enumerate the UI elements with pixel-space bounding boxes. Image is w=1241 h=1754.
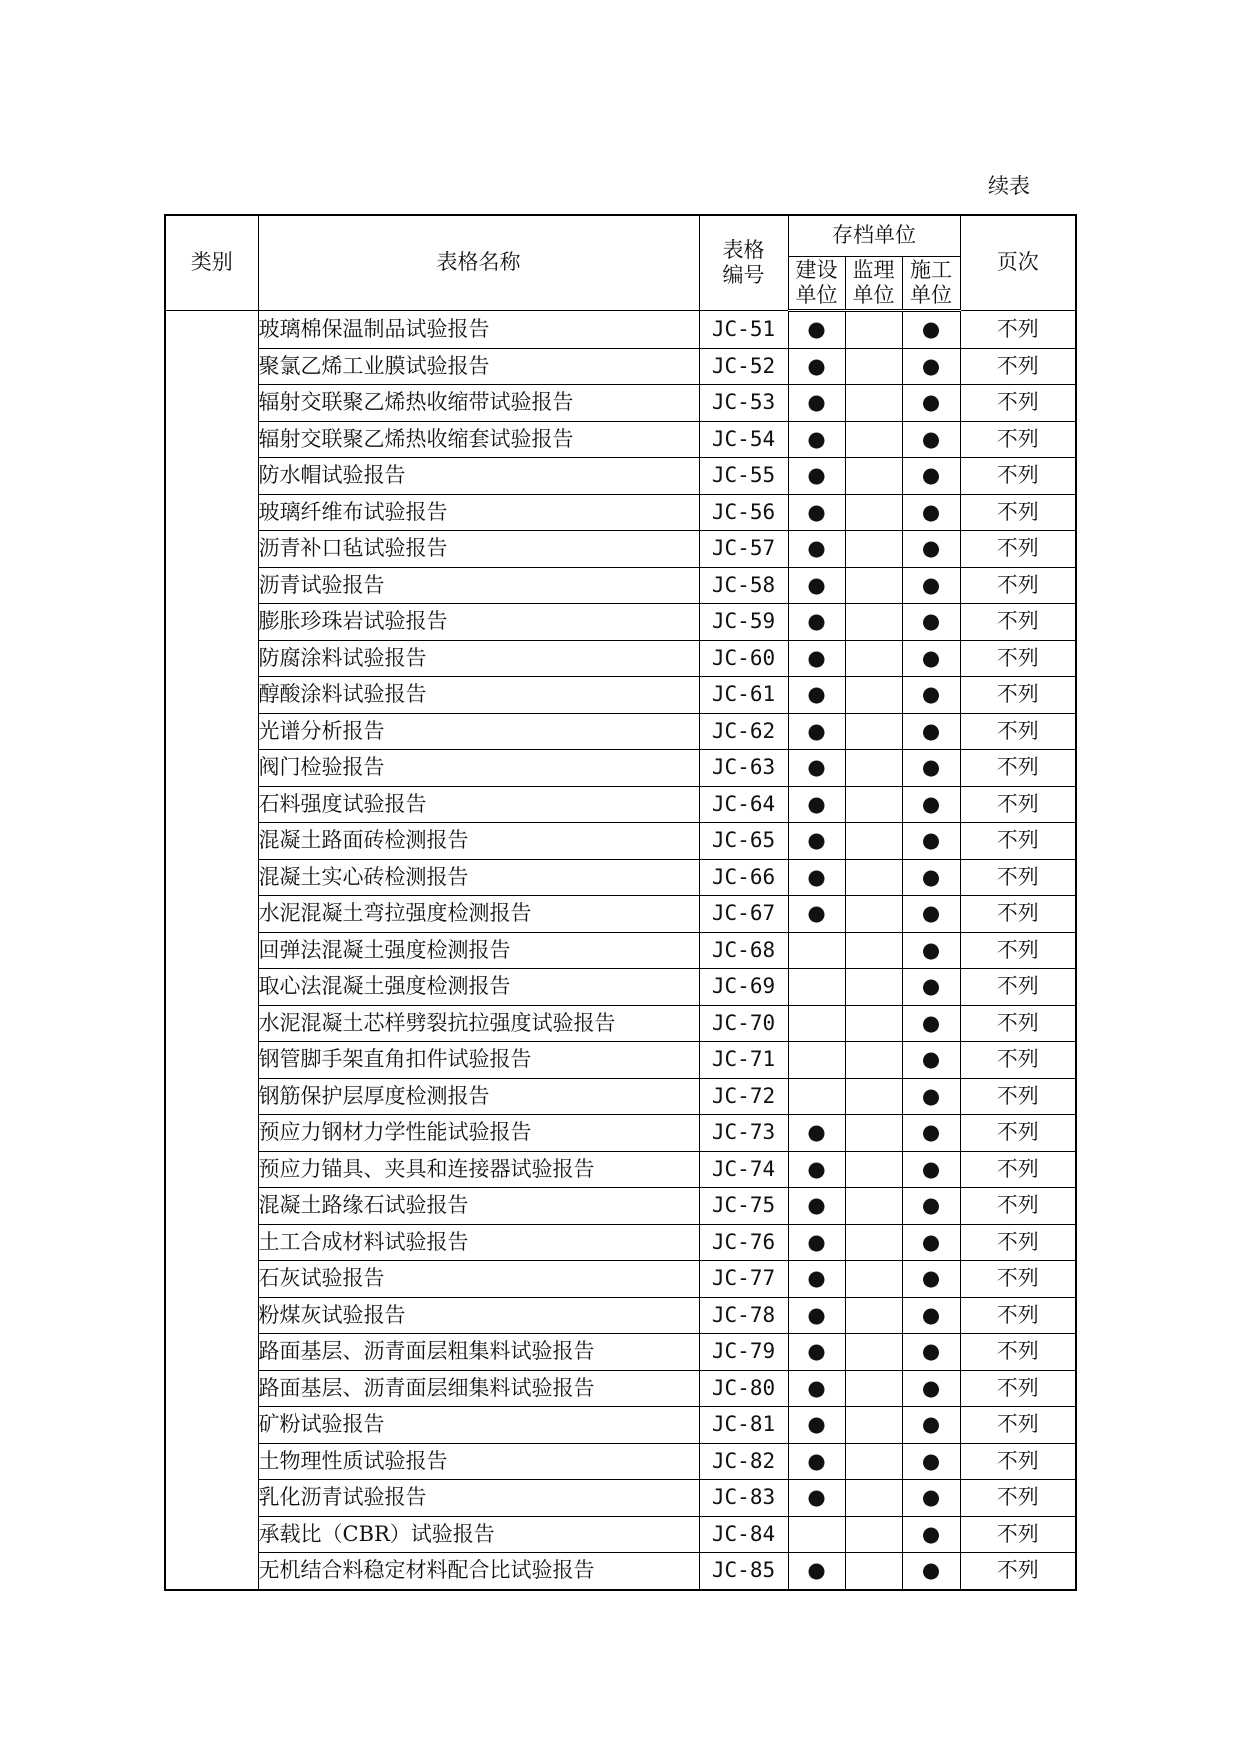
table-row xyxy=(165,969,1076,1006)
supervisor-mark-cell xyxy=(845,458,902,495)
contractor-mark-cell: ● xyxy=(902,1297,960,1334)
form-code-cell: JC-63 xyxy=(699,750,788,787)
owner-mark-cell: ● xyxy=(788,531,845,568)
owner-mark-cell xyxy=(788,1005,845,1042)
supervisor-mark-cell xyxy=(845,385,902,422)
table-row xyxy=(165,311,1076,349)
form-name-cell: 玻璃纤维布试验报告 xyxy=(258,494,699,531)
page-cell: 不列 xyxy=(960,750,1076,787)
owner-mark-cell xyxy=(788,969,845,1006)
supervisor-mark-cell xyxy=(845,1516,902,1553)
header-unit-contractor-text: 施工单位 xyxy=(910,257,952,307)
table-row xyxy=(165,567,1076,604)
form-code-cell: JC-71 xyxy=(699,1042,788,1079)
table-row xyxy=(165,713,1076,750)
form-code-cell: JC-82 xyxy=(699,1443,788,1480)
page-cell: 不列 xyxy=(960,1516,1076,1553)
table-row xyxy=(165,1407,1076,1444)
owner-mark-cell: ● xyxy=(788,311,845,349)
contractor-mark-cell: ● xyxy=(902,859,960,896)
table-row xyxy=(165,859,1076,896)
form-code-cell: JC-77 xyxy=(699,1261,788,1298)
form-name-cell: 混凝土路面砖检测报告 xyxy=(258,823,699,860)
contractor-mark-cell: ● xyxy=(902,348,960,385)
table-row xyxy=(165,640,1076,677)
table-body xyxy=(165,311,1076,1590)
table-row xyxy=(165,1224,1076,1261)
form-code-cell: JC-72 xyxy=(699,1078,788,1115)
supervisor-mark-cell xyxy=(845,1480,902,1517)
form-name-cell: 混凝土路缘石试验报告 xyxy=(258,1188,699,1225)
owner-mark-cell: ● xyxy=(788,1334,845,1371)
contractor-mark-cell: ● xyxy=(902,786,960,823)
owner-mark-cell: ● xyxy=(788,1407,845,1444)
contractor-mark-cell: ● xyxy=(902,1516,960,1553)
supervisor-mark-cell xyxy=(845,1188,902,1225)
owner-mark-cell: ● xyxy=(788,1443,845,1480)
form-name-cell: 钢管脚手架直角扣件试验报告 xyxy=(258,1042,699,1079)
contractor-mark-cell: ● xyxy=(902,1188,960,1225)
form-code-cell: JC-83 xyxy=(699,1480,788,1517)
page-cell: 不列 xyxy=(960,348,1076,385)
contractor-mark-cell: ● xyxy=(902,1042,960,1079)
page-cell: 不列 xyxy=(960,1005,1076,1042)
form-code-cell: JC-55 xyxy=(699,458,788,495)
page-cell: 不列 xyxy=(960,786,1076,823)
contractor-mark-cell: ● xyxy=(902,604,960,641)
form-name-cell: 阀门检验报告 xyxy=(258,750,699,787)
form-name-cell: 乳化沥青试验报告 xyxy=(258,1480,699,1517)
supervisor-mark-cell xyxy=(845,932,902,969)
form-code-cell: JC-51 xyxy=(699,311,788,349)
table-row xyxy=(165,1443,1076,1480)
header-unit-supervisor-text: 监理单位 xyxy=(852,257,895,307)
form-name-cell: 矿粉试验报告 xyxy=(258,1407,699,1444)
form-code-cell: JC-81 xyxy=(699,1407,788,1444)
form-name-cell: 防水帽试验报告 xyxy=(258,458,699,495)
owner-mark-cell: ● xyxy=(788,859,845,896)
form-code-cell: JC-54 xyxy=(699,421,788,458)
owner-mark-cell xyxy=(788,932,845,969)
table-row xyxy=(165,348,1076,385)
form-name-cell: 承载比（CBR）试验报告 xyxy=(258,1516,699,1553)
contractor-mark-cell: ● xyxy=(902,531,960,568)
header-form-code xyxy=(699,215,788,311)
supervisor-mark-cell xyxy=(845,640,902,677)
contractor-mark-cell: ● xyxy=(902,1261,960,1298)
page-cell: 不列 xyxy=(960,1151,1076,1188)
form-name-cell: 粉煤灰试验报告 xyxy=(258,1297,699,1334)
supervisor-mark-cell xyxy=(845,1553,902,1590)
supervisor-mark-cell xyxy=(845,348,902,385)
form-code-cell: JC-70 xyxy=(699,1005,788,1042)
owner-mark-cell: ● xyxy=(788,677,845,714)
table-row xyxy=(165,1480,1076,1517)
owner-mark-cell: ● xyxy=(788,1115,845,1152)
owner-mark-cell: ● xyxy=(788,567,845,604)
header-category: 类别 xyxy=(165,215,258,311)
table-row xyxy=(165,677,1076,714)
form-code-cell: JC-76 xyxy=(699,1224,788,1261)
form-code-cell: JC-56 xyxy=(699,494,788,531)
form-name-cell: 路面基层、沥青面层细集料试验报告 xyxy=(258,1370,699,1407)
form-code-cell: JC-62 xyxy=(699,713,788,750)
page-cell: 不列 xyxy=(960,677,1076,714)
page-cell: 不列 xyxy=(960,932,1076,969)
form-code-cell: JC-84 xyxy=(699,1516,788,1553)
table-row xyxy=(165,1042,1076,1079)
supervisor-mark-cell xyxy=(845,1078,902,1115)
table-row xyxy=(165,421,1076,458)
supervisor-mark-cell xyxy=(845,750,902,787)
supervisor-mark-cell xyxy=(845,859,902,896)
form-name-cell: 玻璃棉保温制品试验报告 xyxy=(258,311,699,349)
supervisor-mark-cell xyxy=(845,1151,902,1188)
form-code-cell: JC-60 xyxy=(699,640,788,677)
form-name-cell: 水泥混凝土芯样劈裂抗拉强度试验报告 xyxy=(258,1005,699,1042)
page-cell: 不列 xyxy=(960,1407,1076,1444)
supervisor-mark-cell xyxy=(845,969,902,1006)
form-code-cell: JC-59 xyxy=(699,604,788,641)
supervisor-mark-cell xyxy=(845,823,902,860)
page-cell: 不列 xyxy=(960,1115,1076,1152)
form-code-cell: JC-61 xyxy=(699,677,788,714)
contractor-mark-cell: ● xyxy=(902,1115,960,1152)
owner-mark-cell: ● xyxy=(788,640,845,677)
form-name-cell: 无机结合料稳定材料配合比试验报告 xyxy=(258,1553,699,1590)
page-cell: 不列 xyxy=(960,1224,1076,1261)
form-code-cell: JC-73 xyxy=(699,1115,788,1152)
owner-mark-cell: ● xyxy=(788,896,845,933)
owner-mark-cell: ● xyxy=(788,604,845,641)
form-name-cell: 聚氯乙烯工业膜试验报告 xyxy=(258,348,699,385)
form-name-cell: 沥青试验报告 xyxy=(258,567,699,604)
page-cell: 不列 xyxy=(960,1334,1076,1371)
table-row xyxy=(165,823,1076,860)
continued-label: 续表 xyxy=(988,174,1030,198)
header-form-name: 表格名称 xyxy=(258,215,699,311)
contractor-mark-cell: ● xyxy=(902,1553,960,1590)
contractor-mark-cell: ● xyxy=(902,969,960,1006)
page-cell: 不列 xyxy=(960,969,1076,1006)
table-row xyxy=(165,1370,1076,1407)
header-page: 页次 xyxy=(960,215,1076,311)
page-cell: 不列 xyxy=(960,1261,1076,1298)
owner-mark-cell: ● xyxy=(788,348,845,385)
header-archive-units: 存档单位 xyxy=(788,215,960,257)
owner-mark-cell: ● xyxy=(788,421,845,458)
owner-mark-cell: ● xyxy=(788,1261,845,1298)
supervisor-mark-cell xyxy=(845,1334,902,1371)
table-row xyxy=(165,458,1076,495)
page-cell: 不列 xyxy=(960,531,1076,568)
contractor-mark-cell: ● xyxy=(902,1480,960,1517)
contractor-mark-cell: ● xyxy=(902,421,960,458)
table-row xyxy=(165,1151,1076,1188)
table-row xyxy=(165,1188,1076,1225)
form-name-cell: 辐射交联聚乙烯热收缩带试验报告 xyxy=(258,385,699,422)
owner-mark-cell xyxy=(788,1516,845,1553)
page-cell: 不列 xyxy=(960,1188,1076,1225)
contractor-mark-cell: ● xyxy=(902,1407,960,1444)
page-cell: 不列 xyxy=(960,896,1076,933)
form-name-cell: 取心法混凝土强度检测报告 xyxy=(258,969,699,1006)
form-code-cell: JC-64 xyxy=(699,786,788,823)
contractor-mark-cell: ● xyxy=(902,385,960,422)
form-code-cell: JC-69 xyxy=(699,969,788,1006)
table-row xyxy=(165,531,1076,568)
contractor-mark-cell: ● xyxy=(902,458,960,495)
table-row xyxy=(165,1553,1076,1590)
page-cell: 不列 xyxy=(960,1078,1076,1115)
page-cell: 不列 xyxy=(960,1443,1076,1480)
page-cell: 不列 xyxy=(960,494,1076,531)
supervisor-mark-cell xyxy=(845,786,902,823)
page-cell: 不列 xyxy=(960,1553,1076,1590)
header-unit-owner xyxy=(788,257,845,311)
form-name-cell: 混凝土实心砖检测报告 xyxy=(258,859,699,896)
form-code-cell: JC-57 xyxy=(699,531,788,568)
form-name-cell: 辐射交联聚乙烯热收缩套试验报告 xyxy=(258,421,699,458)
supervisor-mark-cell xyxy=(845,531,902,568)
contractor-mark-cell: ● xyxy=(902,1005,960,1042)
form-index-table xyxy=(164,214,1077,1591)
form-code-cell: JC-65 xyxy=(699,823,788,860)
owner-mark-cell: ● xyxy=(788,494,845,531)
form-name-cell: 膨胀珍珠岩试验报告 xyxy=(258,604,699,641)
table-row xyxy=(165,1005,1076,1042)
supervisor-mark-cell xyxy=(845,1115,902,1152)
owner-mark-cell: ● xyxy=(788,385,845,422)
supervisor-mark-cell xyxy=(845,677,902,714)
page-cell: 不列 xyxy=(960,421,1076,458)
header-unit-contractor xyxy=(902,257,960,311)
form-code-cell: JC-80 xyxy=(699,1370,788,1407)
supervisor-mark-cell xyxy=(845,896,902,933)
form-name-cell: 沥青补口毡试验报告 xyxy=(258,531,699,568)
page-cell: 不列 xyxy=(960,713,1076,750)
page-cell: 不列 xyxy=(960,458,1076,495)
page-cell: 不列 xyxy=(960,823,1076,860)
form-name-cell: 路面基层、沥青面层粗集料试验报告 xyxy=(258,1334,699,1371)
owner-mark-cell: ● xyxy=(788,823,845,860)
owner-mark-cell: ● xyxy=(788,1370,845,1407)
contractor-mark-cell: ● xyxy=(902,567,960,604)
supervisor-mark-cell xyxy=(845,604,902,641)
header-unit-owner-text: 建设单位 xyxy=(795,257,838,307)
page-cell: 不列 xyxy=(960,604,1076,641)
owner-mark-cell: ● xyxy=(788,1297,845,1334)
supervisor-mark-cell xyxy=(845,1370,902,1407)
owner-mark-cell: ● xyxy=(788,458,845,495)
contractor-mark-cell: ● xyxy=(902,640,960,677)
owner-mark-cell: ● xyxy=(788,1480,845,1517)
form-code-cell: JC-79 xyxy=(699,1334,788,1371)
table-row xyxy=(165,1334,1076,1371)
page-cell: 不列 xyxy=(960,859,1076,896)
form-name-cell: 石灰试验报告 xyxy=(258,1261,699,1298)
form-code-cell: JC-58 xyxy=(699,567,788,604)
owner-mark-cell: ● xyxy=(788,713,845,750)
form-name-cell: 光谱分析报告 xyxy=(258,713,699,750)
table-row xyxy=(165,750,1076,787)
contractor-mark-cell: ● xyxy=(902,1224,960,1261)
owner-mark-cell: ● xyxy=(788,750,845,787)
supervisor-mark-cell xyxy=(845,567,902,604)
page-cell: 不列 xyxy=(960,567,1076,604)
form-code-cell: JC-66 xyxy=(699,859,788,896)
supervisor-mark-cell xyxy=(845,713,902,750)
form-code-cell: JC-52 xyxy=(699,348,788,385)
table-row xyxy=(165,604,1076,641)
supervisor-mark-cell xyxy=(845,421,902,458)
contractor-mark-cell: ● xyxy=(902,932,960,969)
form-name-cell: 石料强度试验报告 xyxy=(258,786,699,823)
form-name-cell: 醇酸涂料试验报告 xyxy=(258,677,699,714)
page-cell: 不列 xyxy=(960,1370,1076,1407)
contractor-mark-cell: ● xyxy=(902,1151,960,1188)
page-cell: 不列 xyxy=(960,311,1076,349)
supervisor-mark-cell xyxy=(845,1297,902,1334)
page-cell: 不列 xyxy=(960,1042,1076,1079)
form-name-cell: 钢筋保护层厚度检测报告 xyxy=(258,1078,699,1115)
table-row xyxy=(165,385,1076,422)
contractor-mark-cell: ● xyxy=(902,677,960,714)
table-row xyxy=(165,1261,1076,1298)
owner-mark-cell xyxy=(788,1042,845,1079)
supervisor-mark-cell xyxy=(845,1224,902,1261)
header-form-code-text: 表格编号 xyxy=(722,237,765,287)
form-name-cell: 回弹法混凝土强度检测报告 xyxy=(258,932,699,969)
page-cell: 不列 xyxy=(960,1480,1076,1517)
page-cell: 不列 xyxy=(960,640,1076,677)
supervisor-mark-cell xyxy=(845,1042,902,1079)
contractor-mark-cell: ● xyxy=(902,1370,960,1407)
form-code-cell: JC-78 xyxy=(699,1297,788,1334)
contractor-mark-cell: ● xyxy=(902,1078,960,1115)
table-row xyxy=(165,1297,1076,1334)
form-name-cell: 土工合成材料试验报告 xyxy=(258,1224,699,1261)
form-code-cell: JC-68 xyxy=(699,932,788,969)
form-code-cell: JC-85 xyxy=(699,1553,788,1590)
contractor-mark-cell: ● xyxy=(902,311,960,349)
owner-mark-cell xyxy=(788,1078,845,1115)
form-name-cell: 预应力钢材力学性能试验报告 xyxy=(258,1115,699,1152)
header-unit-supervisor xyxy=(845,257,902,311)
form-code-cell: JC-67 xyxy=(699,896,788,933)
table-row xyxy=(165,1115,1076,1152)
table-row xyxy=(165,1078,1076,1115)
owner-mark-cell: ● xyxy=(788,1224,845,1261)
form-name-cell: 水泥混凝土弯拉强度检测报告 xyxy=(258,896,699,933)
contractor-mark-cell: ● xyxy=(902,1443,960,1480)
contractor-mark-cell: ● xyxy=(902,896,960,933)
table-row xyxy=(165,932,1076,969)
form-code-cell: JC-75 xyxy=(699,1188,788,1225)
owner-mark-cell: ● xyxy=(788,1188,845,1225)
contractor-mark-cell: ● xyxy=(902,1334,960,1371)
table-row xyxy=(165,896,1076,933)
contractor-mark-cell: ● xyxy=(902,750,960,787)
owner-mark-cell: ● xyxy=(788,1151,845,1188)
form-code-cell: JC-53 xyxy=(699,385,788,422)
supervisor-mark-cell xyxy=(845,311,902,349)
form-code-cell: JC-74 xyxy=(699,1151,788,1188)
contractor-mark-cell: ● xyxy=(902,823,960,860)
owner-mark-cell: ● xyxy=(788,1553,845,1590)
contractor-mark-cell: ● xyxy=(902,713,960,750)
form-name-cell: 土物理性质试验报告 xyxy=(258,1443,699,1480)
supervisor-mark-cell xyxy=(845,1407,902,1444)
page-cell: 不列 xyxy=(960,385,1076,422)
table-row xyxy=(165,786,1076,823)
supervisor-mark-cell xyxy=(845,1261,902,1298)
table-row xyxy=(165,494,1076,531)
contractor-mark-cell: ● xyxy=(902,494,960,531)
supervisor-mark-cell xyxy=(845,1005,902,1042)
form-name-cell: 防腐涂料试验报告 xyxy=(258,640,699,677)
category-cell xyxy=(165,311,258,1590)
form-name-cell: 预应力锚具、夹具和连接器试验报告 xyxy=(258,1151,699,1188)
supervisor-mark-cell xyxy=(845,1443,902,1480)
supervisor-mark-cell xyxy=(845,494,902,531)
page-cell: 不列 xyxy=(960,1297,1076,1334)
table-row xyxy=(165,1516,1076,1553)
owner-mark-cell: ● xyxy=(788,786,845,823)
